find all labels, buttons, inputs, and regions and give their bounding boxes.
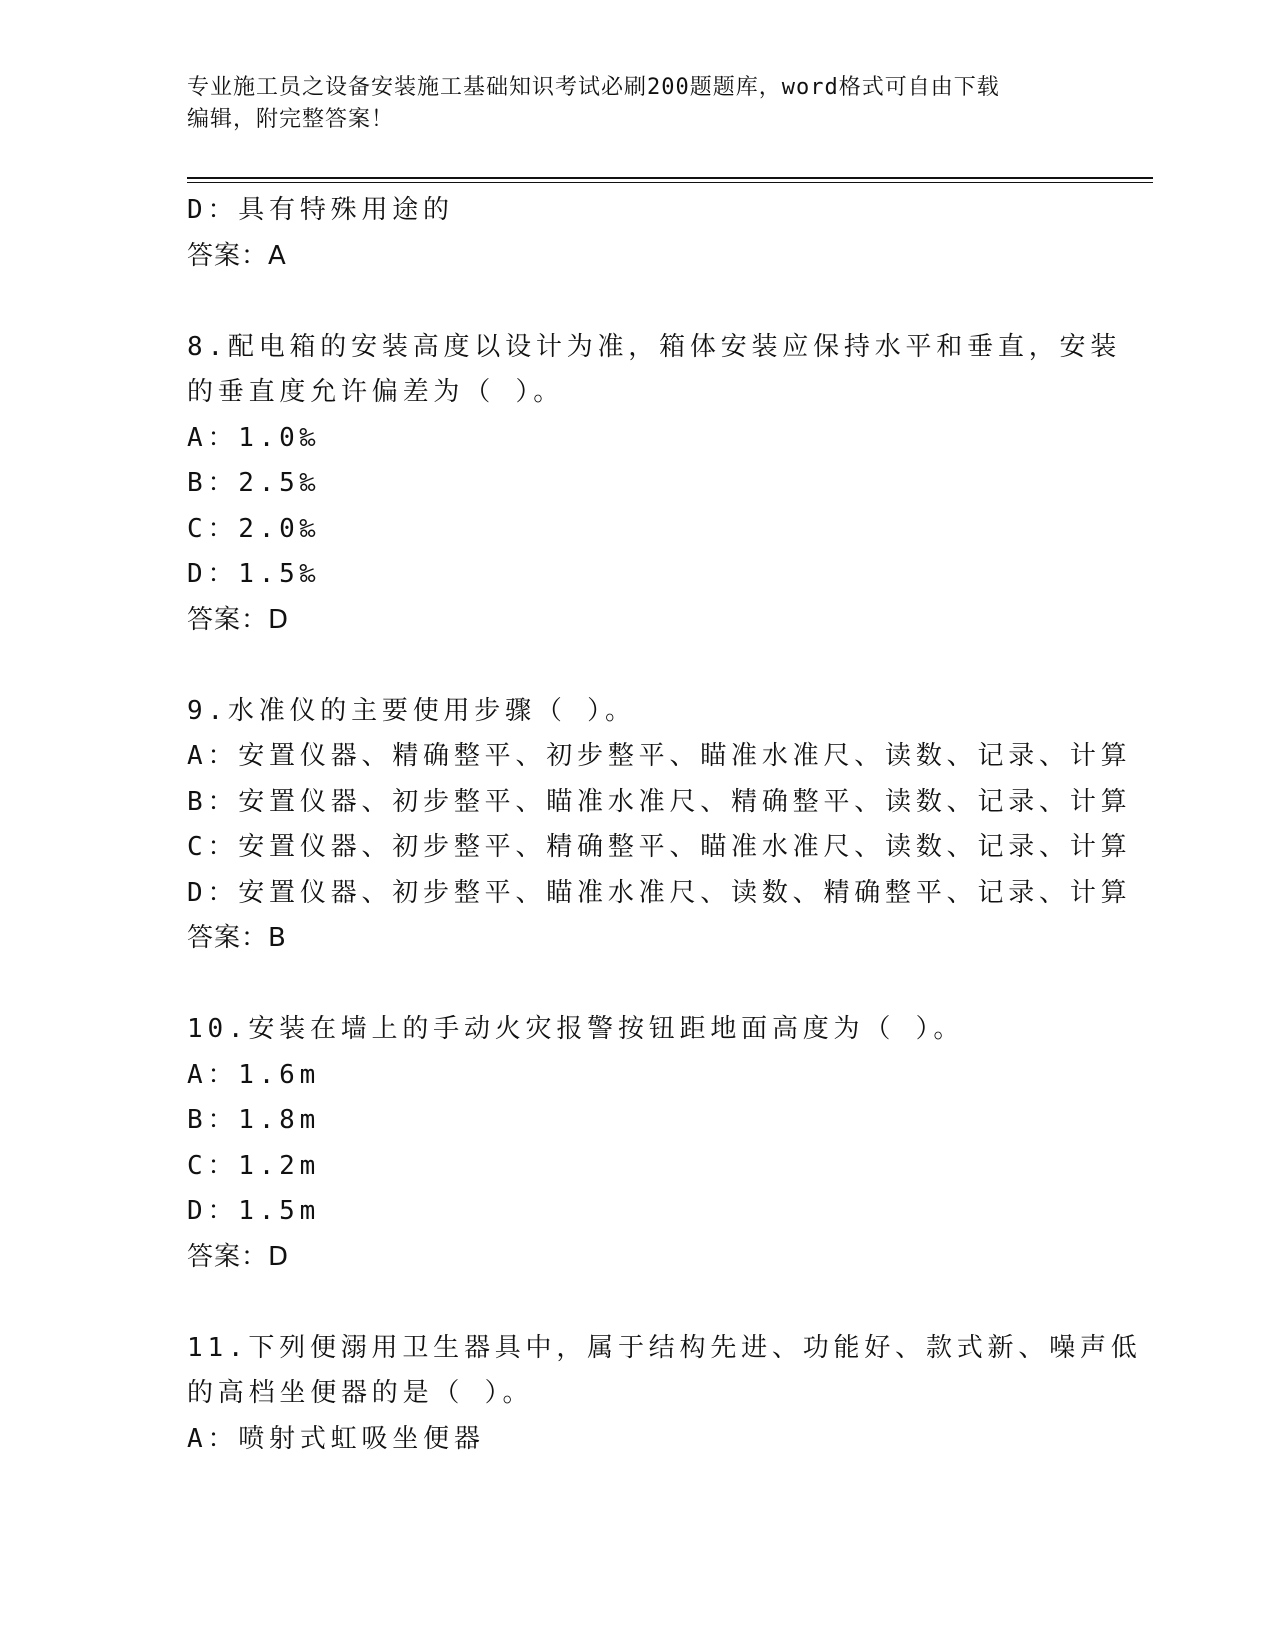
q8-option-c: C：2.0‰ — [187, 513, 321, 544]
q9-option-a: A：安置仪器、精确整平、初步整平、瞄准水准尺、读数、记录、计算 — [187, 741, 1132, 771]
header-title-line-1: 专业施工员之设备安装施工基础知识考试必刷200题题库，word格式可自由下载 — [187, 75, 1000, 100]
q8-option-a: A：1.0‰ — [187, 422, 321, 453]
q10-option-b: B：1.8m — [187, 1105, 321, 1135]
spacer — [187, 279, 1087, 325]
q11-stem-line-1: 11.下列便溺用卫生器具中，属于结构先进、功能好、款式新、噪声低 — [187, 1332, 1142, 1363]
q9-option-b: B：安置仪器、初步整平、瞄准水准尺、精确整平、读数、记录、计算 — [187, 786, 1132, 817]
header-title-line-2: 编辑，附完整答案！ — [187, 107, 395, 132]
spacer — [187, 1280, 1087, 1326]
q9-option-c: C：安置仪器、初步整平、精确整平、瞄准水准尺、读数、记录、计算 — [187, 832, 1132, 862]
q8-stem-line-2: 的垂直度允许偏差为（ ）。 — [187, 377, 565, 407]
spacer — [187, 643, 1087, 689]
q7-option-d: D：具有特殊用途的 — [187, 195, 454, 225]
q10-option-c: C：1.2m — [187, 1150, 321, 1181]
header-divider-thin — [187, 182, 1153, 183]
spacer — [187, 962, 1087, 1008]
q7-answer: 答案：A — [187, 240, 287, 271]
header-divider-thick — [187, 177, 1153, 179]
question-content — [187, 188, 1142, 1462]
q9-answer: 答案：B — [187, 923, 287, 953]
q8-stem-line-1: 8.配电箱的安装高度以设计为准，箱体安装应保持水平和垂直，安装 — [187, 331, 1122, 362]
q10-answer: 答案：D — [187, 1241, 290, 1272]
q9-option-d: D：安置仪器、初步整平、瞄准水准尺、读数、精确整平、记录、计算 — [187, 877, 1132, 908]
q10-option-d: D：1.5m — [187, 1196, 321, 1226]
q8-option-d: D：1.5‰ — [187, 559, 321, 589]
q8-option-b: B：2.5‰ — [187, 468, 321, 498]
q8-answer: 答案：D — [187, 604, 290, 635]
q11-option-a: A：喷射式虹吸坐便器 — [187, 1423, 485, 1454]
q10-stem: 10.安装在墙上的手动火灾报警按钮距地面高度为（ ）。 — [187, 1014, 965, 1044]
q9-stem: 9.水准仪的主要使用步骤（ ）。 — [187, 695, 636, 726]
q11-stem-line-2: 的高档坐便器的是（ ）。 — [187, 1378, 534, 1408]
document-header — [187, 72, 1087, 136]
q10-option-a: A：1.6m — [187, 1059, 321, 1090]
